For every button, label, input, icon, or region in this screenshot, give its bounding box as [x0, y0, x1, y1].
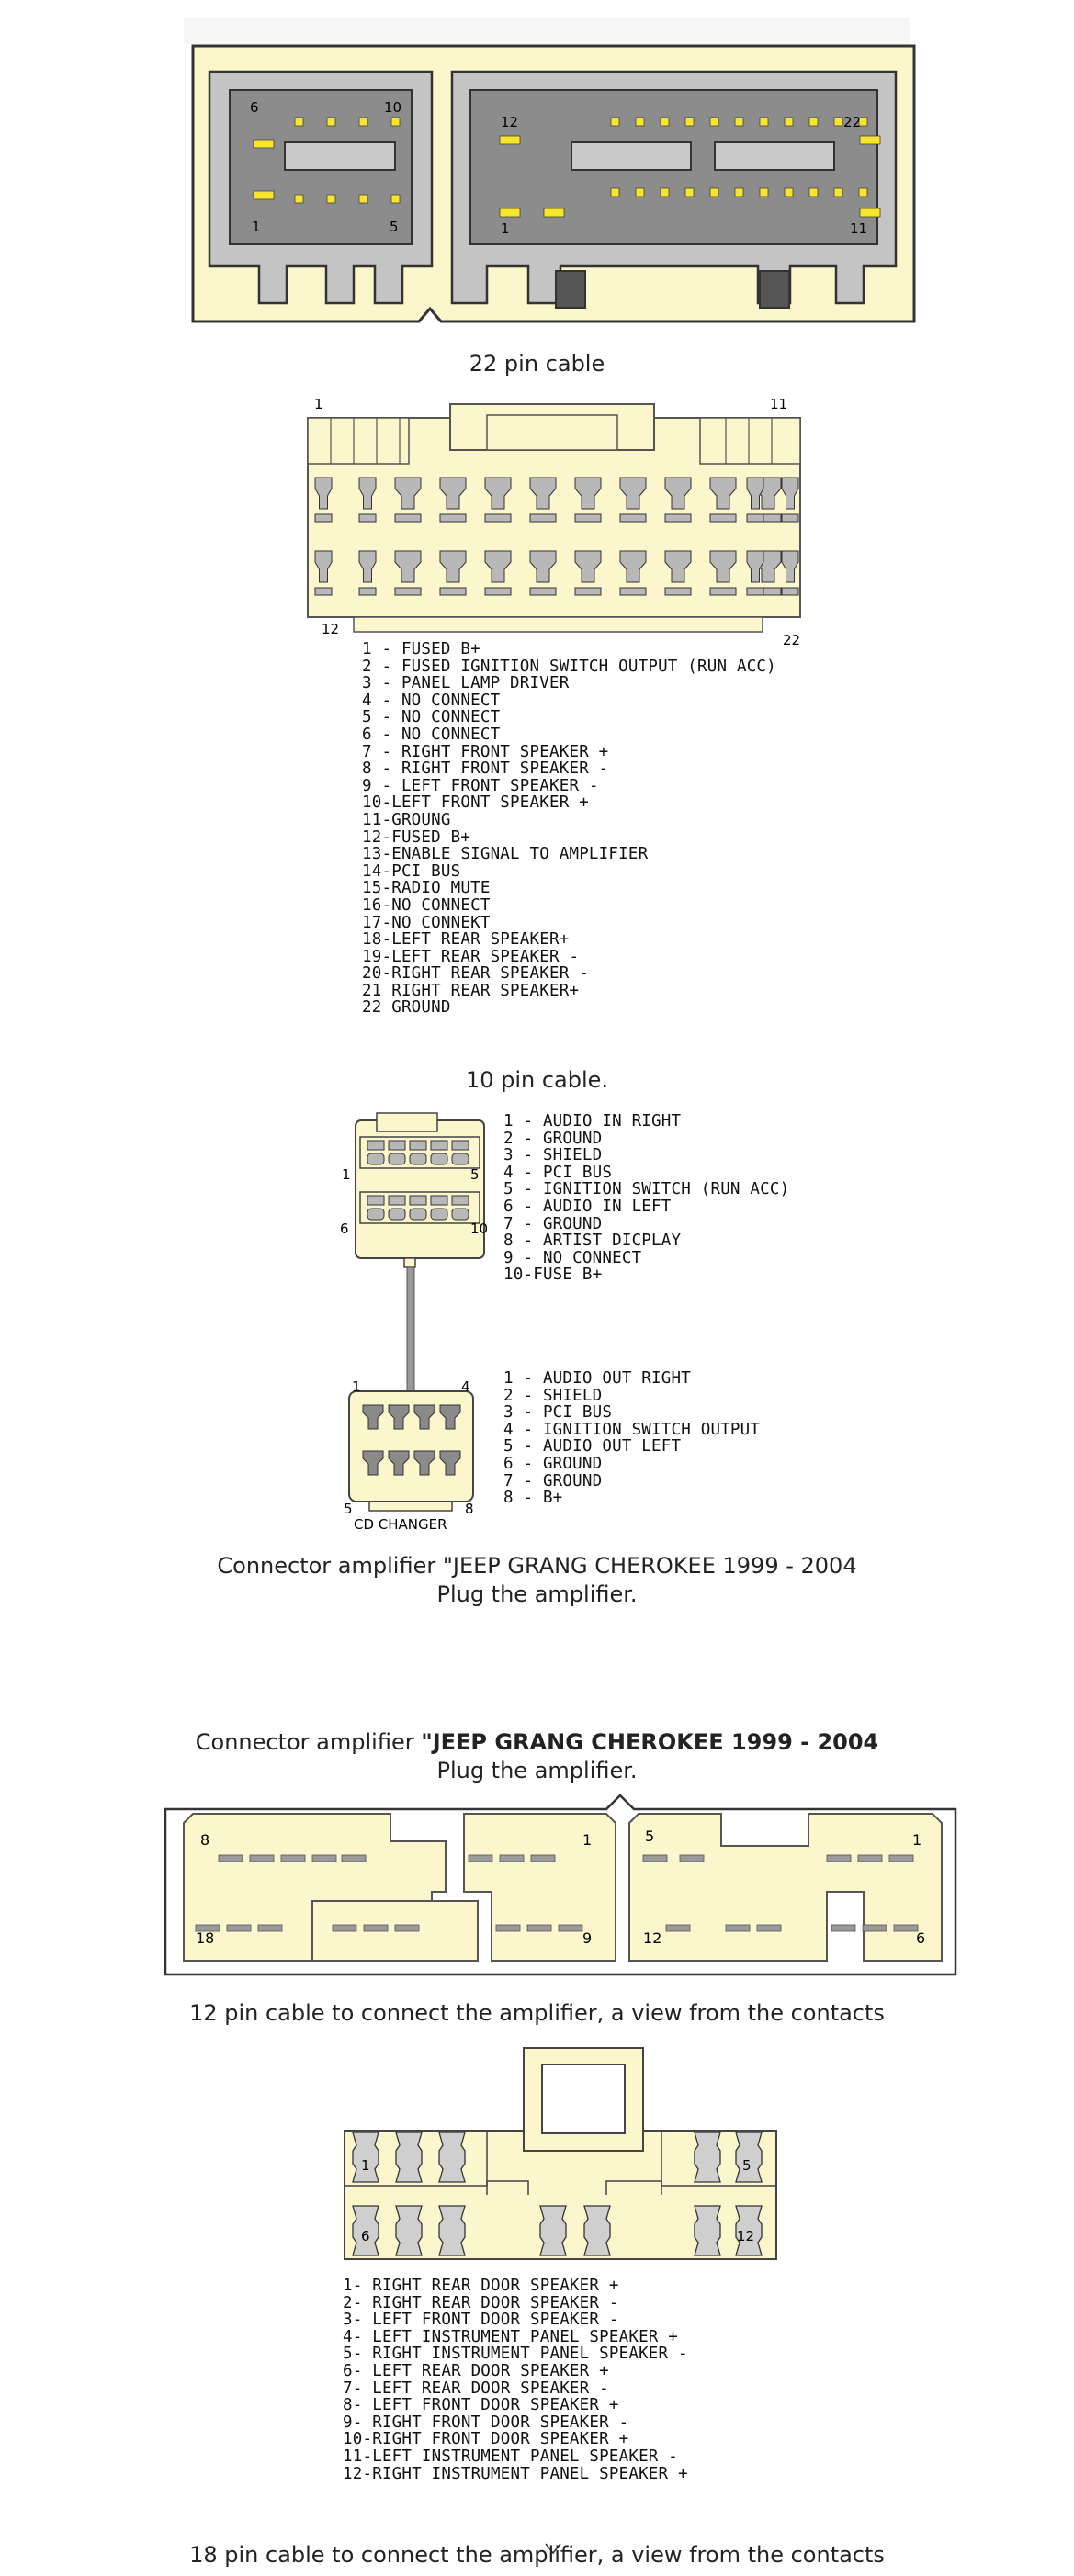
caption-12-pin: 12 pin cable to connect the amplifier, a view from the contacts — [189, 2000, 885, 2026]
pin12-list-item: 10-RIGHT FRONT DOOR SPEAKER + — [343, 2430, 629, 2449]
pin10-label-1: 1 — [342, 1166, 351, 1183]
amp-a-label-9: 9 — [582, 1929, 593, 1947]
amplifier-2-bold: "JEEP GRANG CHEROKEE 1999 - 2004 — [421, 1729, 879, 1755]
pin12-label-6: 6 — [361, 2228, 370, 2244]
pin22-list-item: 1 - FUSED B+ — [362, 640, 480, 658]
pin12-label-12: 12 — [737, 2228, 755, 2244]
pin22-list-item: 18-LEFT REAR SPEAKER+ — [362, 930, 570, 950]
pin22-list-item: 19-LEFT REAR SPEAKER - — [362, 947, 580, 966]
pin12-list-item: 7- LEFT REAR DOOR SPEAKER - — [343, 2379, 609, 2398]
top-left-label-1: 1 — [252, 219, 261, 235]
pin12-list-item: 1- RIGHT REAR DOOR SPEAKER + — [343, 2277, 619, 2295]
cd-label-8: 8 — [465, 1501, 474, 1517]
pin22-list-item: 20-RIGHT REAR SPEAKER - — [362, 964, 589, 984]
pin22-list-item: 5 - NO CONNECT — [362, 708, 501, 727]
pin12-list-item: 11-LEFT INSTRUMENT PANEL SPEAKER - — [343, 2447, 679, 2466]
caption-10-pin: 10 pin cable. — [465, 1067, 609, 1093]
pin10-list-item: 8 - ARTIST DICPLAY — [503, 1232, 682, 1251]
top-right-label-22: 22 — [843, 114, 862, 130]
pin10-list-item: 10-FUSE B+ — [503, 1266, 603, 1285]
pin22-list-item: 2 - FUSED IGNITION SWITCH OUTPUT (RUN ACC) — [362, 657, 776, 676]
pin10-list-item: 2 - GROUND — [503, 1129, 603, 1148]
pin22-list-item: 10-LEFT FRONT SPEAKER + — [362, 793, 589, 813]
pin10-label-10: 10 — [470, 1221, 489, 1237]
top-left-label-6: 6 — [250, 99, 259, 116]
pin22-list-item: 12-FUSED B+ — [362, 827, 471, 847]
pin12-list-item: 4- LEFT INSTRUMENT PANEL SPEAKER + — [343, 2327, 679, 2346]
amp-b-label-6: 6 — [916, 1929, 926, 1947]
amp-b-label-1: 1 — [912, 1831, 922, 1849]
cd-changer-title: CD CHANGER — [354, 1516, 447, 1533]
pin22-list-item: 8 - RIGHT FRONT SPEAKER - — [362, 759, 609, 779]
pin22-label-12: 12 — [322, 621, 340, 637]
cd-label-1: 1 — [352, 1378, 361, 1395]
pin22-label-1: 1 — [314, 396, 323, 412]
pin12-list-item: 8- LEFT FRONT DOOR SPEAKER + — [343, 2396, 619, 2415]
pin10-list-item: 6 - AUDIO IN LEFT — [503, 1197, 672, 1216]
cd-list-item: 2 - SHIELD — [503, 1386, 603, 1405]
amp-a-label-1: 1 — [582, 1831, 593, 1849]
pin22-list-item: 4 - NO CONNECT — [362, 691, 501, 710]
pin22-list-item: 15-RADIO MUTE — [362, 879, 491, 898]
pin22-list-item: 14-PCI BUS — [362, 861, 461, 881]
pin10-list-item: 7 - GROUND — [503, 1214, 603, 1233]
pin10-list-item: 9 - NO CONNECT — [503, 1248, 642, 1267]
cd-label-5: 5 — [344, 1501, 353, 1517]
pin22-list-item: 21 RIGHT REAR SPEAKER+ — [362, 981, 580, 1000]
top-left-label-10: 10 — [384, 99, 402, 116]
pin10-label-5: 5 — [470, 1166, 480, 1183]
amplifier-1-line-2: Plug the amplifier. — [436, 1581, 638, 1607]
pin22-list-item: 11-GROUNG — [362, 810, 451, 829]
pin12-label-1: 1 — [361, 2157, 370, 2174]
pin22-list-item: 6 - NO CONNECT — [362, 725, 501, 744]
pin12-list-item: 3- LEFT FRONT DOOR SPEAKER - — [343, 2311, 619, 2330]
amplifier-2-line-2: Plug the amplifier. — [436, 1758, 638, 1783]
pin10-label-6: 6 — [340, 1221, 349, 1237]
pin22-list-item: 3 - PANEL LAMP DRIVER — [362, 674, 570, 693]
caption-18-pin: 18 pin cable to connect the amplifier, a view from the contacts — [189, 2542, 885, 2568]
cd-list-item: 3 - PCI BUS — [503, 1403, 613, 1423]
pin22-list-item: 17-NO CONNEKT — [362, 913, 491, 932]
pin12-list-item: 9- RIGHT FRONT DOOR SPEAKER - — [343, 2413, 629, 2432]
pin10-list-item: 4 - PCI BUS — [503, 1163, 613, 1182]
pin22-list-item: 7 - RIGHT FRONT SPEAKER + — [362, 742, 609, 761]
pin12-list-item: 6- LEFT REAR DOOR SPEAKER + — [343, 2361, 609, 2380]
cd-list-item: 8 - B+ — [503, 1489, 563, 1508]
pin12-list-item: 12-RIGHT INSTRUMENT PANEL SPEAKER + — [343, 2464, 688, 2483]
pin10-list-item: 1 - AUDIO IN RIGHT — [503, 1112, 682, 1131]
pin12-label-5: 5 — [742, 2157, 752, 2174]
pin22-label-22: 22 — [783, 632, 801, 648]
pin10-list-item: 3 - SHIELD — [503, 1146, 603, 1165]
top-right-label-1: 1 — [501, 220, 510, 237]
amp-b-label-12: 12 — [643, 1929, 662, 1947]
caption-22-pin: 22 pin cable — [469, 351, 605, 377]
cd-list-item: 6 - GROUND — [503, 1454, 603, 1473]
pin22-list-item: 22 GROUND — [362, 998, 451, 1018]
top-right-label-12: 12 — [501, 114, 519, 130]
amplifier-1-line-1: Connector amplifier "JEEP GRANG CHEROKEE 1999 - 2004 — [217, 1553, 857, 1579]
amp-a-label-18: 18 — [196, 1929, 215, 1947]
pin10-list-item: 5 - IGNITION SWITCH (RUN ACC) — [503, 1180, 790, 1199]
cd-list-item: 7 - GROUND — [503, 1471, 603, 1490]
amp-b-label-5: 5 — [645, 1828, 655, 1845]
top-left-label-5: 5 — [390, 219, 399, 235]
amplifier-2-prefix: Connector amplifier — [195, 1729, 422, 1755]
cd-label-4: 4 — [461, 1378, 470, 1395]
amp-a-label-8: 8 — [200, 1831, 210, 1849]
pin22-list-item: 9 - LEFT FRONT SPEAKER - — [362, 776, 599, 795]
pin22-list-item: 13-ENABLE SIGNAL TO AMPLIFIER — [362, 845, 649, 864]
top-right-label-11: 11 — [850, 220, 868, 237]
cd-list-item: 1 - AUDIO OUT RIGHT — [503, 1369, 691, 1388]
cd-list-item: 4 - IGNITION SWITCH OUTPUT — [503, 1420, 761, 1439]
pin22-list-item: 16-NO CONNECT — [362, 895, 491, 915]
pin22-label-11: 11 — [770, 396, 788, 412]
cd-list-item: 5 - AUDIO OUT LEFT — [503, 1437, 682, 1457]
pin12-list-item: 5- RIGHT INSTRUMENT PANEL SPEAKER - — [343, 2345, 688, 2364]
pin12-list-item: 2- RIGHT REAR DOOR SPEAKER - — [343, 2293, 619, 2312]
